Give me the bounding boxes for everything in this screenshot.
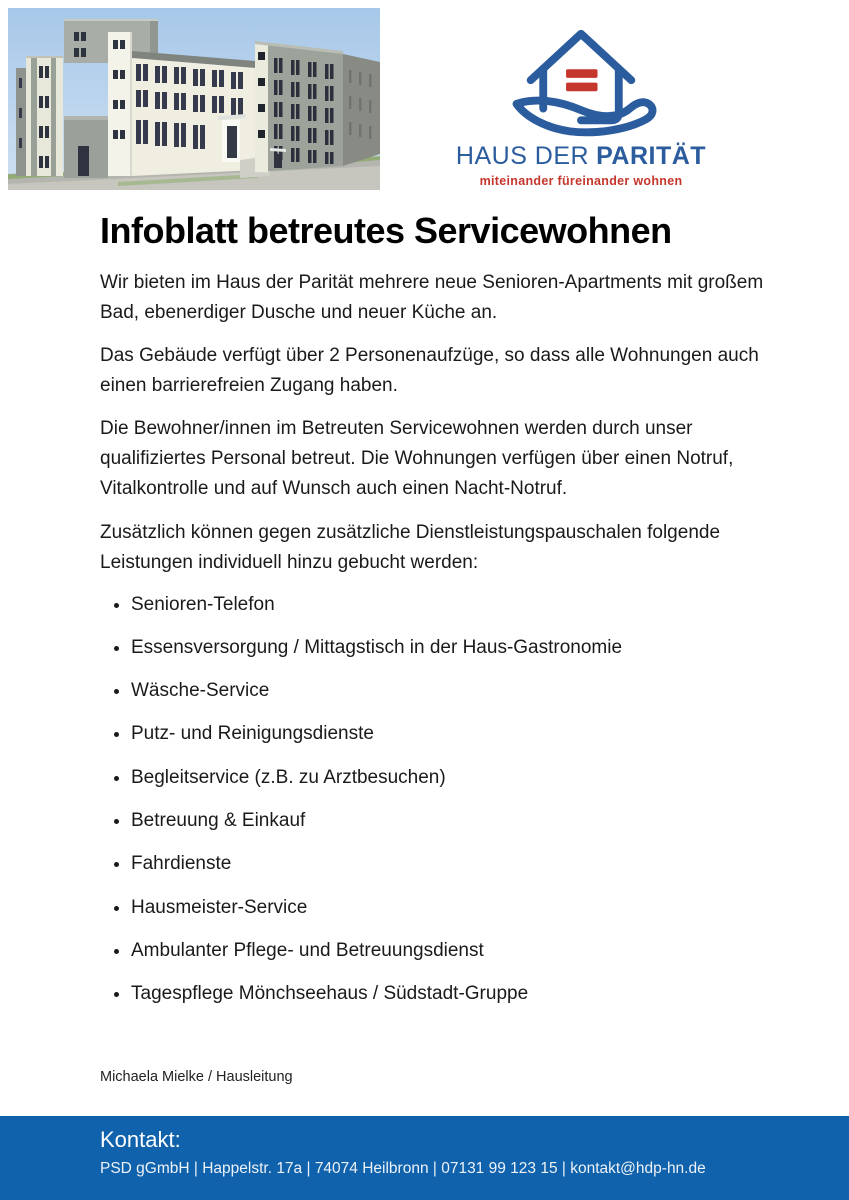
service-item: • Tagespflege Mönchseehaus / Südstadt-Gruppe [131,983,772,1006]
service-item: • Begleitservice (z.B. zu Arztbesuchen) [131,767,772,790]
footer-heading: Kontakt: [100,1127,181,1152]
service-item: • Senioren-Telefon [131,594,772,617]
logo-wordmark [452,142,710,171]
logo-tagline: miteinander füreinander wohnen [479,174,683,188]
building-rendering-image [8,8,380,190]
signature-line: Michaela Mielke / Hausleitung [100,1069,293,1085]
logo-word-bold: PARITÄT [596,142,707,170]
service-item: • Ambulanter Pflege- und Betreuungsdienst [131,940,772,963]
services-list [100,594,772,1006]
service-item: • Essensversorgung / Mittagstisch in der Haus-Gastronomie [131,637,772,660]
paragraph-care: Die Bewohner/innen im Betreuten Servicewohnen werden durch unser qualifiziertes Personal betreut. Die Wohnungen verfügen über einen Notruf, Vitalkontrolle und auf Wunsch auch einen Nacht-Notruf. [100,418,734,500]
main-content [100,210,772,1027]
paragraph-intro: Wir bieten im Haus der Parität mehrere neue Senioren-Apartments mit großem Bad, ebenerdiger Dusche und neuer Küche an. [100,272,764,324]
logo-word-regular: HAUS DER [455,142,590,170]
service-item: • Putz- und Reinigungsdienste [131,723,772,746]
service-item: • Wäsche-Service [131,680,772,703]
paragraph-services-intro: Zusätzlich können gegen zusätzliche Dienstleistungspauschalen folgende Leistungen individuell hinzu gebucht werden: [100,521,721,573]
service-item: • Betreuung & Einkauf [131,810,772,833]
service-item: • Hausmeister-Service [131,897,772,920]
building-illustration [8,8,380,190]
paragraph-building: Das Gebäude verfügt über 2 Personenaufzüge, so dass alle Wohnungen auch einen barrierefreien Zugang haben. [100,345,759,397]
footer-contact-line: PSD gGmbH | Happelstr. 17a | 74074 Heilbronn | 07131 99 123 15 | kontakt@hdp-hn.de [100,1159,706,1177]
house-in-hand-icon [496,22,666,140]
page-title: Infoblatt betreutes Servicewohnen [100,210,672,251]
logo [452,22,710,188]
service-item: • Fahrdienste [131,853,772,876]
contact-footer [0,1116,849,1200]
